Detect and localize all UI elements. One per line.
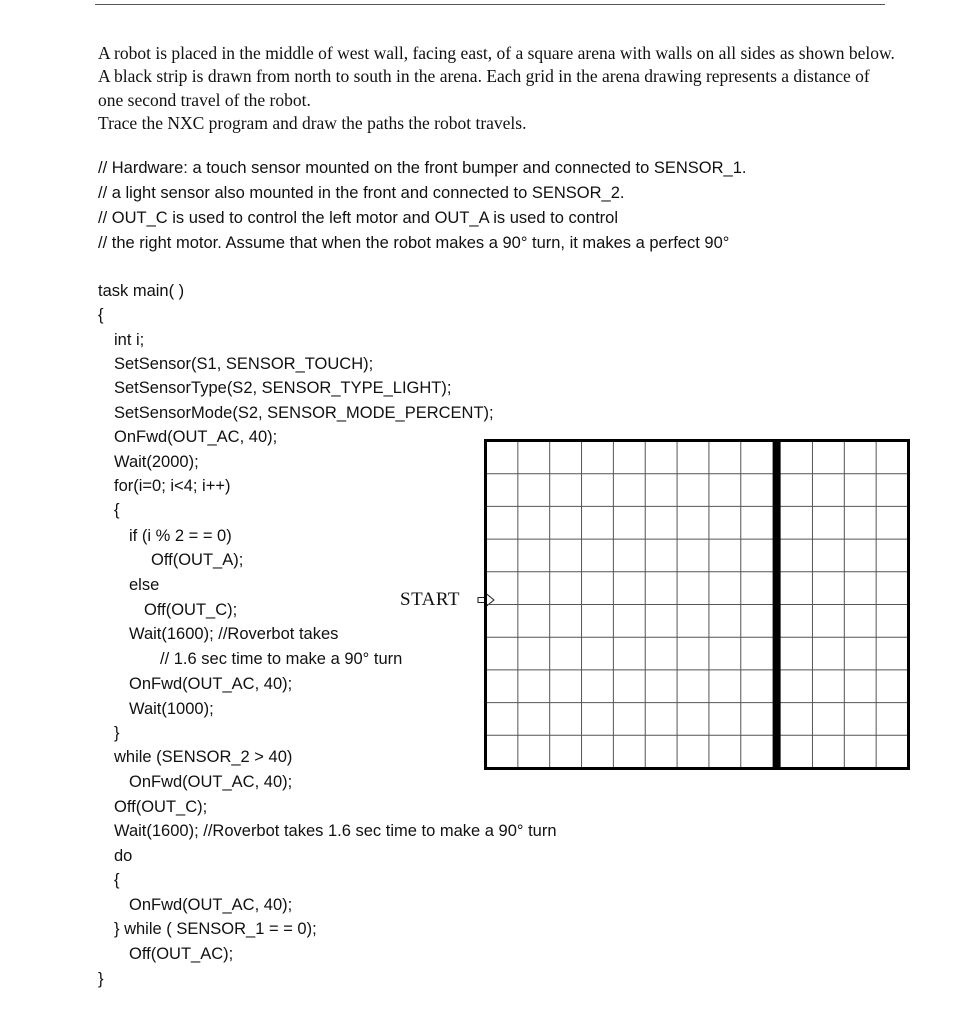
- code-line: OnFwd(OUT_AC, 40);: [129, 675, 293, 693]
- hardware-comment-line: // a light sensor also mounted in the front and connected to SENSOR_2.: [98, 184, 625, 202]
- top-rule: [95, 4, 885, 5]
- code-line: int i;: [114, 331, 145, 349]
- code-line: SetSensor(S1, SENSOR_TOUCH);: [114, 355, 374, 373]
- problem-instruction: Trace the NXC program and draw the paths the robot travels.: [98, 112, 527, 133]
- code-line: SetSensorMode(S2, SENSOR_MODE_PERCENT);: [114, 404, 494, 422]
- code-line: {: [98, 306, 104, 324]
- code-line: for(i=0; i<4; i++): [114, 477, 231, 495]
- black-strip: [773, 441, 781, 768]
- code-line: {: [114, 871, 120, 889]
- code-line: OnFwd(OUT_AC, 40);: [114, 428, 278, 446]
- code-line: if (i % 2 = = 0): [129, 527, 232, 545]
- code-line: while (SENSOR_2 > 40): [114, 748, 293, 766]
- code-line: task main( ): [98, 282, 185, 300]
- code-line: do: [114, 847, 133, 865]
- problem-description: A robot is placed in the middle of west wall, facing east, of a square arena with walls on all sides as shown below. A black strip is drawn from north to south in the arena. Each grid in the arena drawing represents a distance of one second travel of the robot.: [98, 43, 895, 110]
- hardware-comment-line: // Hardware: a touch sensor mounted on the front bumper and connected to SENSOR_1.: [98, 159, 747, 177]
- code-line: Off(OUT_A);: [151, 551, 244, 569]
- hardware-comment-line: // OUT_C is used to control the left motor and OUT_A is used to control: [98, 209, 618, 227]
- arena-grid: [484, 439, 910, 770]
- hardware-comment-line: // the right motor. Assume that when the robot makes a 90° turn, it makes a perfect 90°: [98, 234, 730, 252]
- code-line: {: [114, 501, 120, 519]
- code-line: SetSensorType(S2, SENSOR_TYPE_LIGHT);: [114, 379, 452, 397]
- code-line: Off(OUT_C);: [144, 601, 238, 619]
- code-line: OnFwd(OUT_AC, 40);: [129, 896, 293, 914]
- code-line: Wait(1600); //Roverbot takes: [129, 625, 339, 643]
- code-line: Wait(1600); //Roverbot takes 1.6 sec time to make a 90° turn: [114, 822, 557, 840]
- code-line: // 1.6 sec time to make a 90° turn: [160, 650, 403, 668]
- code-line: } while ( SENSOR_1 = = 0);: [114, 920, 317, 938]
- code-line: else: [129, 576, 160, 594]
- code-line: OnFwd(OUT_AC, 40);: [129, 773, 293, 791]
- code-line: Off(OUT_C);: [114, 798, 208, 816]
- code-line: Wait(2000);: [114, 453, 199, 471]
- code-line: }: [98, 970, 104, 988]
- code-line: Wait(1000);: [129, 700, 214, 718]
- start-label: START: [400, 589, 461, 610]
- problem-statement: [98, 42, 898, 135]
- code-line: }: [114, 724, 120, 742]
- code-line: Off(OUT_AC);: [129, 945, 234, 963]
